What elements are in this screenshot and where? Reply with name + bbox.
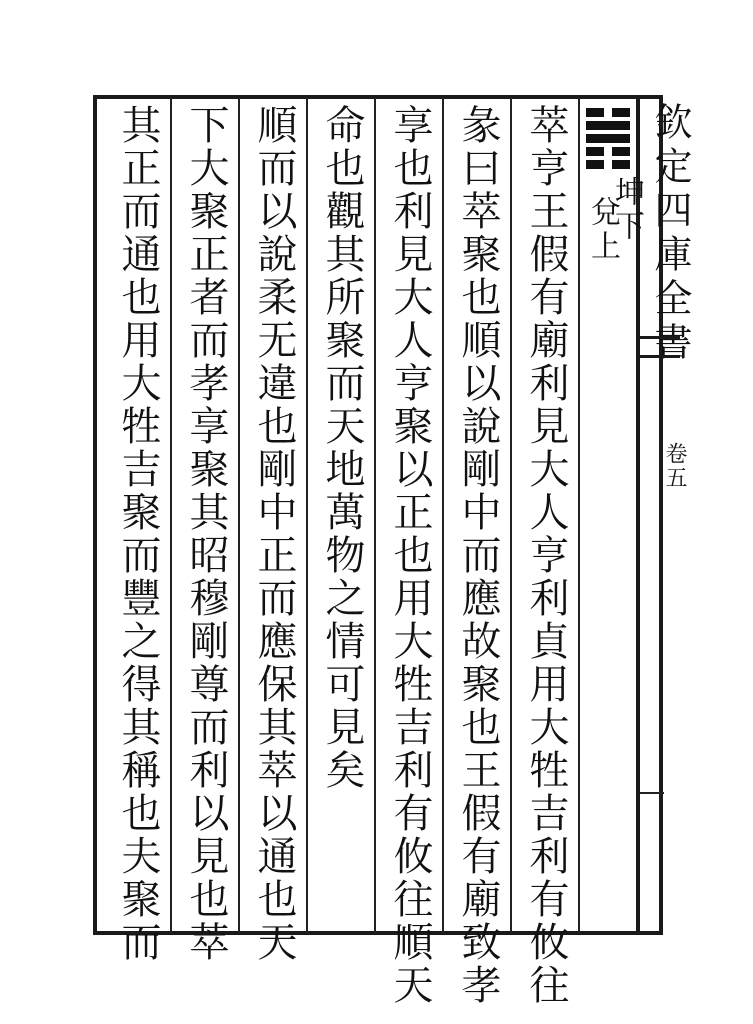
text-column-2: 彖曰萃聚也順以說剛中而應故聚也王假有廟致孝 [455,104,501,1007]
margin-book-title: 欽定四庫全書 [648,102,692,366]
hexagram-upper: 兌上 [585,196,620,264]
column-rule [510,97,512,933]
column-rule [442,97,444,933]
column-rule [238,97,240,933]
hexagram-lower: 坤下 [609,176,644,244]
text-column-7: 其正而通也用大牲吉聚而豐之得其稱也夫聚而 [115,104,161,964]
text-column-4: 命也觀其所聚而天地萬物之情可見矣 [319,104,365,792]
column-rule [170,97,172,933]
text-column-6: 下大聚正者而孝享聚其昭穆剛尊而利以見也萃 [183,104,229,964]
hexagram-icon [586,108,630,168]
column-rule [306,97,308,933]
column-rule [578,97,580,933]
column-rule [374,97,376,933]
margin-tick [640,792,664,794]
margin-volume: 卷五 [662,442,687,490]
text-column-3: 享也利見大人亨聚以正也用大牲吉利有攸往順天 [387,104,433,1007]
text-column-1: 萃亨王假有廟利見大人亨利貞用大牲吉利有攸往 [523,104,569,1007]
text-column-5: 順而以說柔无違也剛中正而應保其萃以通也天 [251,104,297,964]
fish-tail-mark [640,336,680,358]
